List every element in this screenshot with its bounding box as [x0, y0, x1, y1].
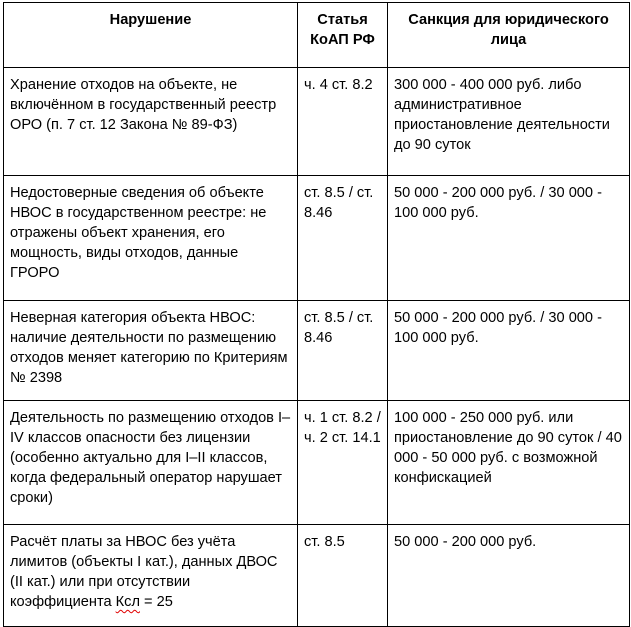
- article-cell: ч. 4 ст. 8.2: [298, 68, 388, 176]
- article-cell: ст. 8.5: [298, 525, 388, 627]
- table-row: [4, 176, 630, 301]
- header-sanction: Санкция для юридического лица: [388, 3, 630, 68]
- header-article: Статья КоАП РФ: [298, 3, 388, 68]
- sanction-cell: 50 000 - 200 000 руб. / 30 000 - 100 000 руб.: [388, 176, 630, 301]
- violation-text-prefix: Расчёт платы за НВОС без учёта лимитов (объекты I кат.), данных ДВОС (II кат.) или при отсутствии коэффициента: [10, 534, 278, 610]
- table-row: [4, 301, 630, 401]
- article-cell: ст. 8.5 / ст. 8.46: [298, 176, 388, 301]
- sanction-cell: 100 000 - 250 000 руб. или приостановление до 90 суток / 40 000 - 50 000 руб. с возможной конфискацией: [388, 401, 630, 525]
- header-row: [4, 3, 630, 68]
- sanction-cell: 300 000 - 400 000 руб. либо административное приостановление деятельности до 90 суток: [388, 68, 630, 176]
- violation-cell: [4, 525, 298, 627]
- table-row: [4, 525, 630, 627]
- violation-cell: Недостоверные сведения об объекте НВОС в государственном реестре: не отражены объект хранения, его мощность, виды отходов, данные ГРОРО: [4, 176, 298, 301]
- table-row: [4, 401, 630, 525]
- article-cell: ч. 1 ст. 8.2 / ч. 2 ст. 14.1: [298, 401, 388, 525]
- article-cell: ст. 8.5 / ст. 8.46: [298, 301, 388, 401]
- sanctions-table: [3, 2, 630, 627]
- table-row: [4, 68, 630, 176]
- violation-cell: Неверная категория объекта НВОС: наличие деятельности по размещению отходов меняет категорию по Критериям № 2398: [4, 301, 298, 401]
- sanction-cell: 50 000 - 200 000 руб.: [388, 525, 630, 627]
- violation-text-suffix: = 25: [139, 594, 173, 610]
- spellcheck-marked-term: Ксл: [115, 594, 140, 610]
- header-violation: Нарушение: [4, 3, 298, 68]
- violation-cell: Хранение отходов на объекте, не включённом в государственный реестр ОРО (п. 7 ст. 12 Закона № 89-ФЗ): [4, 68, 298, 176]
- violation-cell: Деятельность по размещению отходов I–IV классов опасности без лицензии (особенно актуально для I–II классов, когда федеральный оператор нарушает сроки): [4, 401, 298, 525]
- sanction-cell: 50 000 - 200 000 руб. / 30 000 - 100 000 руб.: [388, 301, 630, 401]
